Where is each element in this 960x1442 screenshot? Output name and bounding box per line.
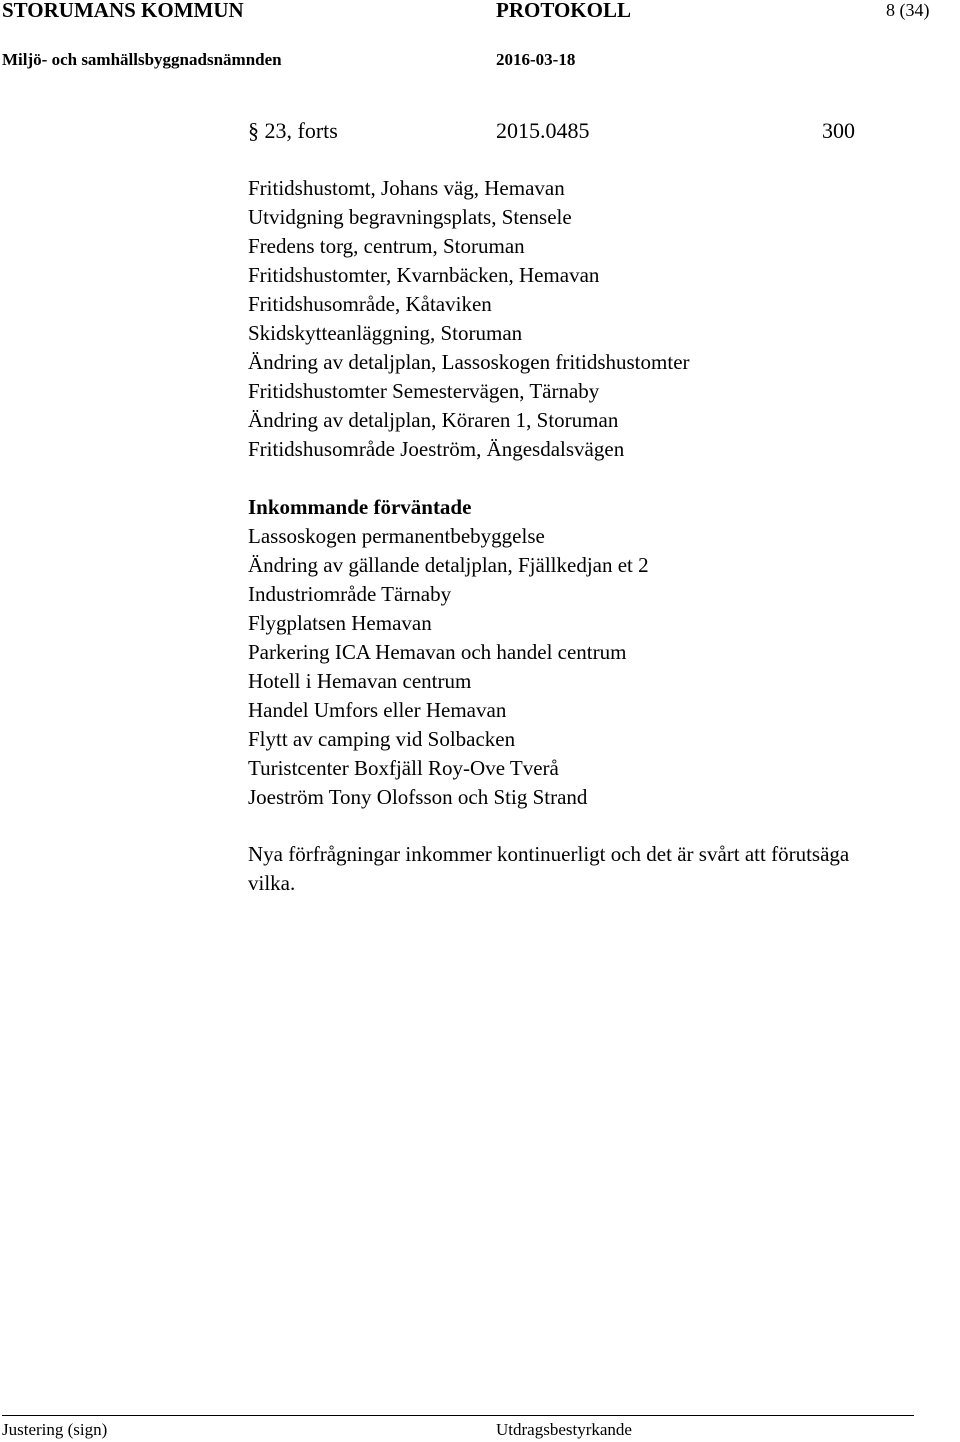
footer-divider (2, 1415, 914, 1416)
closing-note: Nya förfrågningar inkommer kontinuerligt och det är svårt att förutsäga vilka. (248, 842, 850, 895)
section-paragraph: § 23, forts (248, 118, 338, 143)
list-item: Fritidshusområde Joeström, Ängesdalsvägen (248, 437, 625, 461)
list-item: Flytt av camping vid Solbacken (248, 727, 516, 751)
page-number: 8 (34) (886, 0, 930, 20)
list-item: Ändring av detaljplan, Köraren 1, Storuman (248, 408, 619, 432)
footer-justering: Justering (sign) (2, 1420, 108, 1439)
board-name: Miljö- och samhällsbyggnadsnämnden (2, 50, 282, 69)
list-item: Parkering ICA Hemavan och handel centrum (248, 640, 627, 664)
list-item: Fritidshustomter, Kvarnbäcken, Hemavan (248, 263, 600, 287)
list-item: Skidskytteanläggning, Storuman (248, 321, 523, 345)
list-item: Ändring av detaljplan, Lassoskogen fritidshustomter (248, 350, 690, 374)
section-number: 300 (822, 118, 855, 143)
list-item: Fritidshustomter Semestervägen, Tärnaby (248, 379, 600, 403)
planned-items-list (248, 174, 690, 464)
document-type: PROTOKOLL (496, 0, 631, 22)
list-item: Industriområde Tärnaby (248, 582, 452, 606)
organization-name: STORUMANS KOMMUN (2, 0, 244, 22)
meeting-date: 2016-03-18 (496, 50, 576, 69)
expected-items-list (248, 522, 649, 812)
list-item: Ändring av gällande detaljplan, Fjällkedjan et 2 (248, 553, 649, 577)
list-item: Flygplatsen Hemavan (248, 611, 432, 635)
list-item: Joeström Tony Olofsson och Stig Strand (248, 785, 588, 809)
list-item: Fritidshusområde, Kåtaviken (248, 292, 492, 316)
list-item: Lassoskogen permanentbebyggelse (248, 524, 545, 548)
list-item: Fredens torg, centrum, Storuman (248, 234, 525, 258)
expected-heading: Inkommande förväntade (248, 495, 472, 519)
list-item: Turistcenter Boxfjäll Roy-Ove Tverå (248, 756, 559, 780)
list-item: Fritidshustomt, Johans väg, Hemavan (248, 176, 565, 200)
list-item: Hotell i Hemavan centrum (248, 669, 472, 693)
case-number: 2015.0485 (496, 118, 590, 143)
list-item: Utvidgning begravningsplats, Stensele (248, 205, 572, 229)
list-item: Handel Umfors eller Hemavan (248, 698, 507, 722)
footer-utdragsbestyrkande: Utdragsbestyrkande (496, 1420, 632, 1439)
